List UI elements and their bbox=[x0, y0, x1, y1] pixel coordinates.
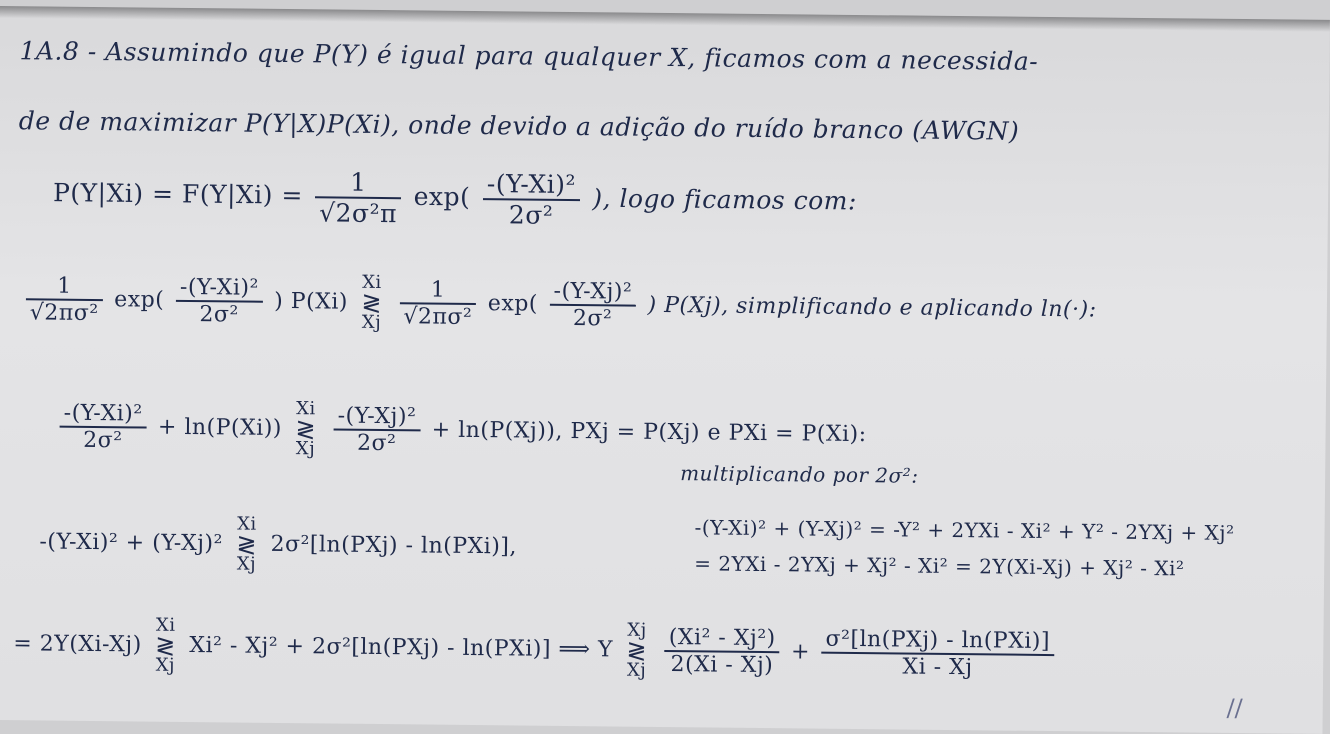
relation-bottom: Xj bbox=[361, 311, 382, 334]
equation-likelihood bbox=[53, 165, 857, 233]
paper-sheet bbox=[0, 6, 1330, 734]
decision-relation-4 bbox=[155, 614, 177, 676]
expand-lhs: -(Y-Xi)² + (Y-Xj)² bbox=[39, 529, 224, 557]
decision-relation-3 bbox=[236, 513, 258, 575]
page-edge-shadow bbox=[0, 6, 1330, 32]
text-line-1: 1A.8 - Assumindo que P(Y) é igual para qualquer X, ficamos com a necessida- bbox=[19, 36, 1039, 76]
threshold2-num: σ²[ln(PXj) - ln(PXi)] bbox=[825, 626, 1051, 655]
threshold1-den: 2(Xi - Xj) bbox=[664, 650, 779, 678]
relation4-bottom: Xj bbox=[155, 654, 176, 676]
decision-relation bbox=[361, 271, 383, 334]
threshold1-num: (Xi² - Xj²) bbox=[668, 625, 776, 652]
relation3-symbol: ≷ bbox=[236, 530, 258, 559]
log-rhs-num: -(Y-Xj)² bbox=[337, 403, 417, 430]
relation2-bottom: Xj bbox=[295, 438, 316, 460]
decision-relation-5 bbox=[626, 619, 648, 681]
relation-symbol: ≷ bbox=[361, 288, 383, 318]
threshold-term-2 bbox=[821, 627, 1054, 681]
threshold-term-1 bbox=[664, 625, 779, 678]
log-lhs-den: 2σ² bbox=[59, 426, 146, 454]
coef-denominator: √2σ²π bbox=[315, 196, 401, 228]
plus-sign: + bbox=[790, 639, 811, 665]
rhs-exp-den: 2σ² bbox=[549, 304, 636, 332]
coef-numerator: 1 bbox=[350, 167, 367, 197]
relation2-top: Xi bbox=[296, 398, 316, 420]
relation2-symbol: ≷ bbox=[295, 415, 317, 444]
threshold2-den: Xi - Xj bbox=[821, 652, 1054, 681]
lhs-exp-open: exp( bbox=[114, 287, 165, 313]
lhs-exp-arg bbox=[176, 275, 263, 328]
lhs-prior: ) P(Xi) bbox=[274, 288, 349, 315]
text-line-2: de de maximizar P(Y|X)P(Xi), onde devido a adição do ruído branco (AWGN) bbox=[18, 106, 1020, 146]
relation3-top: Xi bbox=[237, 513, 257, 535]
rhs-exp-arg bbox=[549, 279, 636, 332]
lhs-coef-num: 1 bbox=[57, 273, 72, 299]
likelihood-lhs: P(Y|Xi) = F(Y|Xi) = bbox=[52, 178, 304, 210]
log-rhs-den: 2σ² bbox=[333, 429, 420, 457]
equation-final bbox=[13, 616, 1058, 683]
relation5-symbol: ≷ bbox=[626, 636, 648, 665]
relation-top: Xi bbox=[362, 271, 382, 294]
relation5-bottom: Xj bbox=[626, 659, 647, 681]
exp-open: exp( bbox=[413, 181, 471, 212]
log-lhs-frac bbox=[59, 401, 146, 454]
rhs-coefficient bbox=[399, 277, 476, 330]
rhs-coef-den: √2πσ² bbox=[399, 302, 476, 330]
equation-expand bbox=[39, 514, 517, 575]
exp-denominator: 2σ² bbox=[482, 198, 579, 230]
rhs-coef-num: 1 bbox=[430, 277, 446, 303]
lhs-exp-den: 2σ² bbox=[176, 300, 263, 328]
relation3-bottom: Xj bbox=[236, 553, 257, 575]
lhs-coefficient bbox=[26, 273, 103, 326]
gaussian-coefficient bbox=[315, 167, 401, 228]
expansion-step-2: = 2YXi - 2YXj + Xj² - Xi² = 2Y(Xi-Xj) + Xj² - Xi² bbox=[694, 551, 1185, 581]
exp-numerator: -(Y-Xi)² bbox=[486, 169, 577, 200]
exp-argument bbox=[482, 169, 580, 230]
multiply-note: multiplicando por 2σ²: bbox=[680, 461, 919, 488]
log-lhs-prior: + ln(P(Xi)) bbox=[157, 414, 283, 441]
log-rhs-prior: + ln(P(Xj)), PXj = P(Xj) e PXi = P(Xi): bbox=[431, 417, 867, 448]
log-rhs-frac bbox=[333, 404, 420, 457]
expansion-step-1: -(Y-Xi)² + (Y-Xj)² = -Y² + 2YXi - Xi² + Y² - 2YXj + Xj² bbox=[694, 515, 1235, 545]
equation-comparison bbox=[22, 271, 1097, 338]
lhs-coef-den: √2πσ² bbox=[26, 298, 103, 326]
relation5-top: Xj bbox=[627, 619, 647, 641]
decision-relation-2 bbox=[295, 398, 317, 460]
exp-close-text: ), logo ficamos com: bbox=[592, 183, 858, 216]
relation4-top: Xi bbox=[155, 614, 176, 636]
log-lhs-num: -(Y-Xi)² bbox=[63, 400, 143, 427]
rhs-exp-num: -(Y-Xj)² bbox=[553, 278, 633, 305]
equation-log bbox=[55, 399, 867, 463]
final-lhs: = 2Y(Xi-Xj) bbox=[13, 631, 142, 658]
lhs-exp-num: -(Y-Xi)² bbox=[179, 274, 259, 301]
rhs-exp-open: exp( bbox=[487, 291, 539, 317]
expand-rhs: 2σ²[ln(PXj) - ln(PXi)], bbox=[270, 531, 518, 560]
final-middle: Xi² - Xj² + 2σ²[ln(PXj) - ln(PXi)] ⟹ Y bbox=[189, 633, 614, 663]
relation4-symbol: ≷ bbox=[155, 631, 177, 660]
rhs-prior-text: ) P(Xj), simplificando e aplicando ln(·): bbox=[647, 292, 1097, 323]
end-mark: // bbox=[1226, 693, 1243, 723]
